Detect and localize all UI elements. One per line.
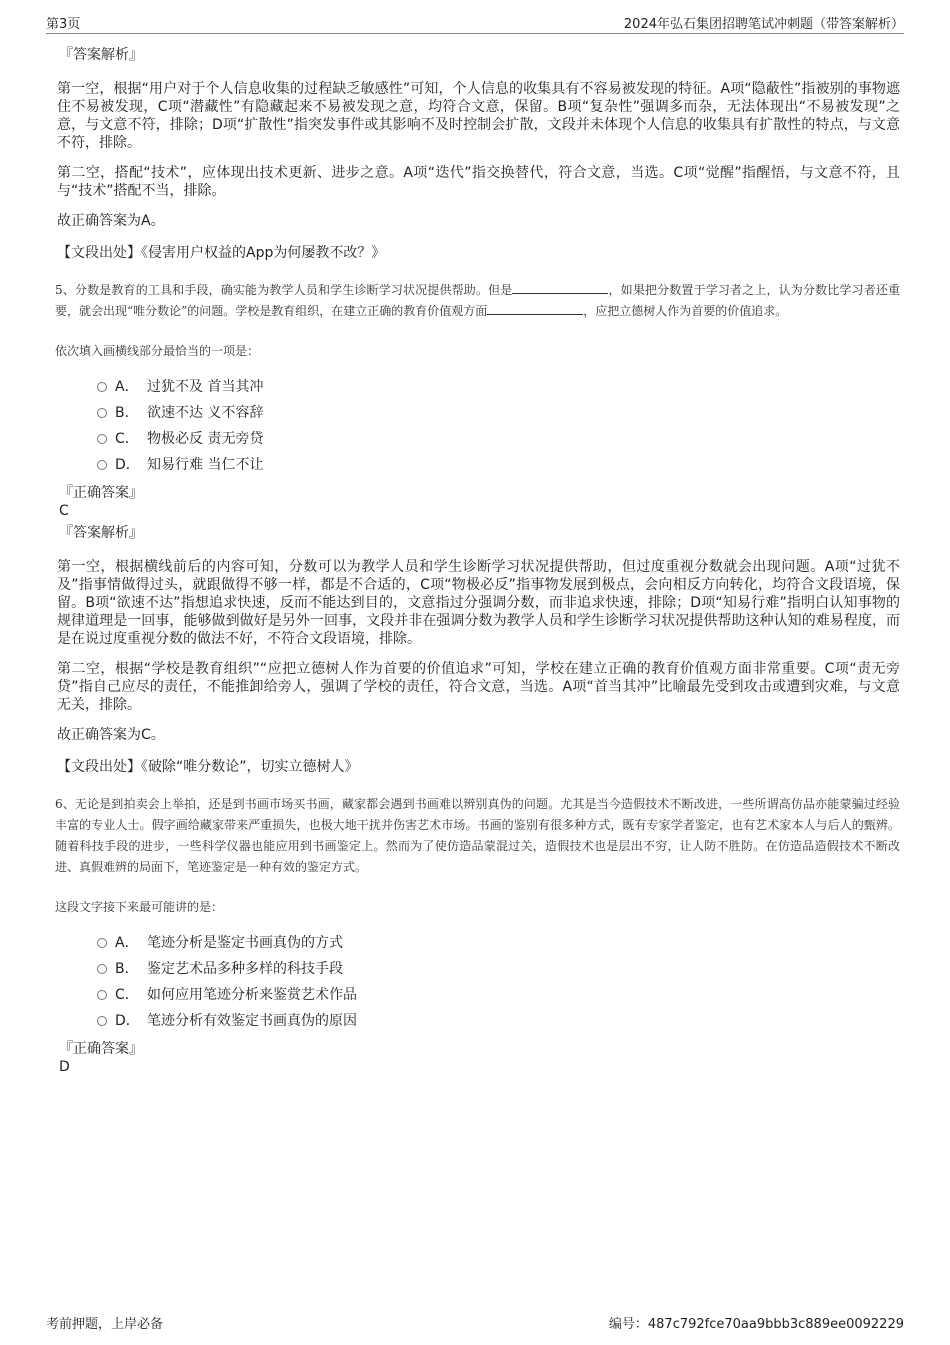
q5-answer: C	[59, 503, 69, 519]
q5-prompt: 依次填入画横线部分最恰当的一项是：	[55, 344, 260, 358]
q5-analysis-label: 『答案解析』	[59, 525, 143, 541]
option-text: 物极必反 责无旁贷	[147, 431, 264, 447]
option-text: 笔迹分析是鉴定书画真伪的方式	[147, 935, 343, 951]
option-letter: A．	[115, 935, 139, 951]
radio-icon[interactable]	[97, 964, 107, 974]
option-text: 过犹不及 首当其冲	[147, 379, 264, 395]
q5-analysis-paragraph-1: 第一空，根据横线前后的内容可知，分数可以为教学人员和学生诊断学习状况提供帮助，但过度重视分数就会出现问题。A项“过犹不及”指事情做得过头，就跟做得不够一样，都是不合适的，C项“物极必反”指事物发展到极点，会向相反方向转化，均符合文段语境，保留。B项“欲速不达”指想追求快速，反而不能达到目的，文意指过分强调分数，而非追求快速，排除；D项“知易行难”指明白认知事物的规律道理是一回事，能够做到做好是另外一回事，文段并非在强调分数为教学人员和学生诊断学习状况提供帮助这种认知的难易程度，而是在说过度重视分数的做法不好，不符合文段语境，排除。	[57, 559, 900, 647]
option-text: 鉴定艺术品多种多样的科技手段	[147, 961, 343, 977]
q5-text-part-2: ，如果把分数置于学习者之上，认为分数比学习者还重要，就会出现“唯分数论”的问题。学校是教育组织，在建立正确的教育价值观方面	[55, 283, 900, 318]
q5-analysis-paragraph-2: 第二空，根据“学校是教育组织”“应把立德树人作为首要的价值追求”可知，学校在建立正确的教育价值观方面非常重要。C项“责无旁贷”指自己应尽的责任，不能推卸给旁人，强调了学校的责任，符合文意，当选。A项“首当其冲”比喻最先受到攻击或遭到灾难，与文意无关，排除。	[57, 661, 900, 713]
q6-question: 6、无论是到拍卖会上举拍，还是到书画市场买书画，藏家都会遇到书画难以辨别真伪的问题。尤其是当今造假技术不断改进，一些所谓高仿品亦能蒙骗过经验丰富的专业人士。假字画给藏家带来严重损失，也极大地干扰并伤害艺术市场。书画的鉴别有很多种方式，既有专家学者鉴定，也有艺术家本人与后人的甄辨。随着科技手段的进步，一些科学仪器也能应用到书画鉴定上。然而为了使仿造品蒙混过关，造假技术也是层出不穷，让人防不胜防。在仿造品造假技术不断改进、真假难辨的局面下，笔迹鉴定是一种有效的鉴定方式。	[55, 797, 900, 874]
option-letter: B．	[115, 961, 139, 977]
q6-answer-label: 『正确答案』	[59, 1041, 143, 1057]
option-text: 笔迹分析有效鉴定书画真伪的原因	[147, 1013, 357, 1029]
q4-analysis-paragraph-1: 第一空，根据“用户对于个人信息收集的过程缺乏敏感性”可知，个人信息的收集具有不容易被发现的特征。A项“隐蔽性”指被别的事物遮住不易被发现，C项“潜藏性”有隐藏起来不易被发现之意，均符合文意，保留。B项“复杂性”强调多而杂，无法体现出“不易被发现”之意，与文意不符，排除；D项“扩散性”指突发事件或其影响不及时控制会扩散，文段并未体现个人信息的收集具有扩散性的特点，与文意不符，排除。	[57, 81, 900, 151]
q5-blank-2	[487, 304, 583, 315]
radio-icon[interactable]	[97, 990, 107, 1000]
q6-option-c[interactable]	[97, 982, 900, 1008]
option-letter: C．	[115, 987, 139, 1003]
q5-answer-label: 『正确答案』	[59, 485, 143, 501]
q4-conclusion: 故正确答案为A。	[57, 213, 165, 229]
radio-icon[interactable]	[97, 1016, 107, 1026]
document-title: 2024年弘石集团招聘笔试冲刺题（带答案解析）	[623, 17, 904, 32]
radio-icon[interactable]	[97, 434, 107, 444]
footer-slogan: 考前押题，上岸必备	[46, 1317, 164, 1332]
q6-option-b[interactable]	[97, 956, 900, 982]
q6-option-a[interactable]	[97, 930, 900, 956]
option-text: 知易行难 当仁不让	[147, 457, 264, 473]
option-text: 欲速不达 义不容辞	[147, 405, 264, 421]
radio-icon[interactable]	[97, 408, 107, 418]
radio-icon[interactable]	[97, 382, 107, 392]
page-header	[46, 13, 904, 34]
q6-answer: D	[59, 1059, 70, 1075]
page-number: 第3页	[46, 17, 81, 32]
q5-blank-1	[512, 283, 608, 294]
option-letter: C．	[115, 431, 139, 447]
footer-serial-number: 编号：487c792fce70aa9bbb3c889ee0092229	[608, 1317, 904, 1332]
q6-option-d[interactable]	[97, 1008, 900, 1034]
q5-option-a[interactable]	[97, 374, 900, 400]
q5-text-part-1: 5、分数是教育的工具和手段，确实能为教学人员和学生诊断学习状况提供帮助。但是	[55, 283, 513, 297]
option-text: 如何应用笔迹分析来鉴赏艺术作品	[147, 987, 357, 1003]
q5-question	[55, 280, 900, 322]
option-letter: A．	[115, 379, 139, 395]
option-letter: D．	[115, 1013, 140, 1029]
q6-prompt: 这段文字接下来最可能讲的是：	[55, 900, 224, 914]
option-letter: B．	[115, 405, 139, 421]
radio-icon[interactable]	[97, 460, 107, 470]
q4-analysis-label: 『答案解析』	[59, 47, 143, 63]
q5-options	[97, 374, 900, 478]
q4-source: 【文段出处】《侵害用户权益的App为何屡教不改？》	[57, 245, 386, 261]
q5-text-part-3: ，应把立德树人作为首要的价值追求。	[583, 304, 788, 318]
page-footer	[46, 1313, 904, 1333]
q5-conclusion: 故正确答案为C。	[57, 727, 165, 743]
page-content	[55, 46, 900, 1076]
q6-options	[97, 930, 900, 1034]
q5-option-c[interactable]	[97, 426, 900, 452]
q5-option-b[interactable]	[97, 400, 900, 426]
q5-source: 【文段出处】《破除“唯分数论”，切实立德树人》	[57, 759, 359, 775]
radio-icon[interactable]	[97, 938, 107, 948]
option-letter: D．	[115, 457, 140, 473]
q4-analysis-paragraph-2: 第二空，搭配“技术”，应体现出技术更新、进步之意。A项“迭代”指交换替代，符合文意，当选。C项“觉醒”指醒悟，与文意不符，且与“技术”搭配不当，排除。	[57, 165, 900, 199]
q5-option-d[interactable]	[97, 452, 900, 478]
